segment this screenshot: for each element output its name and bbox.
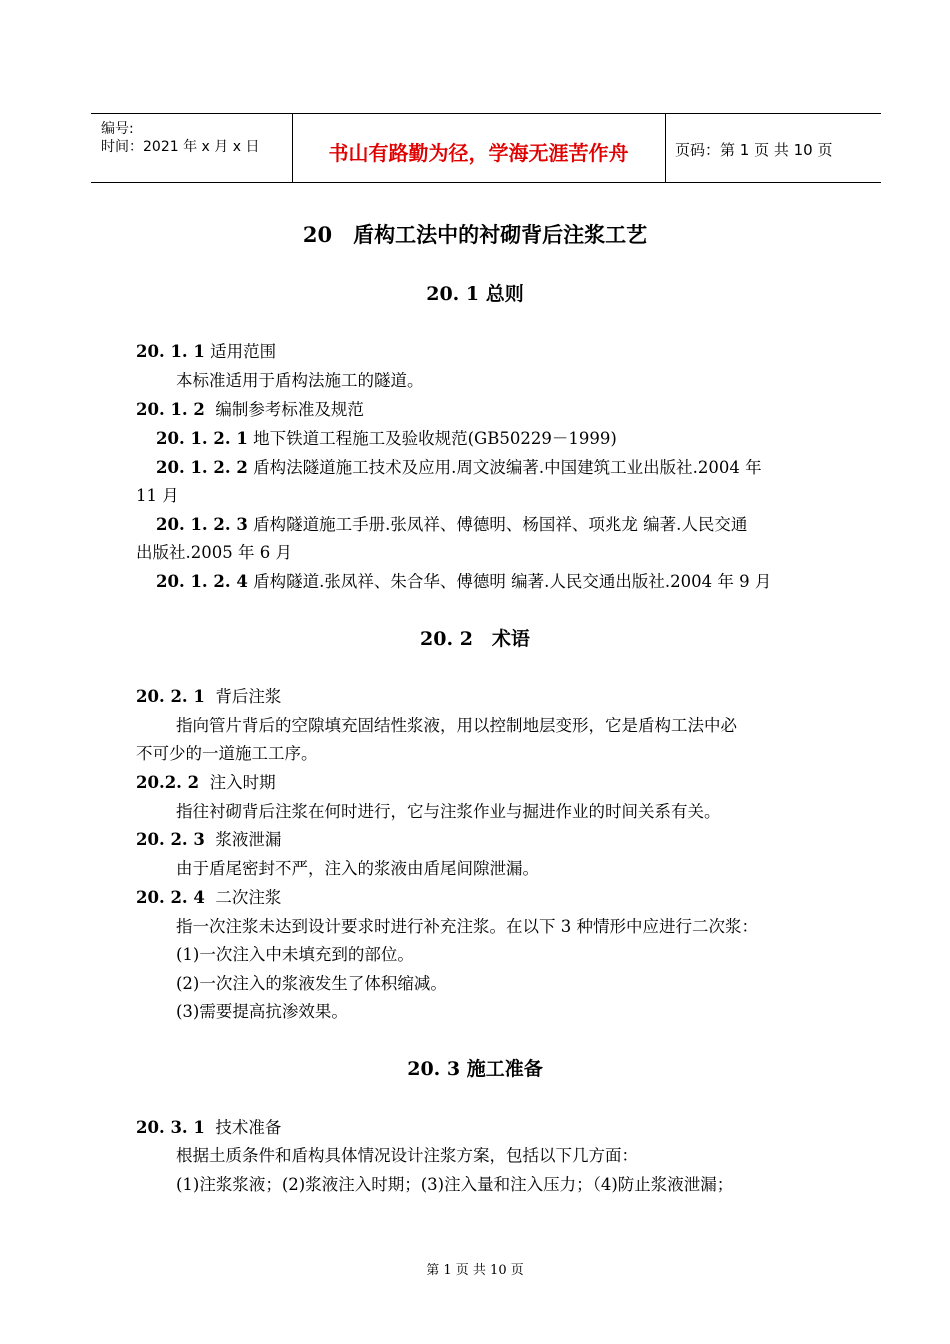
reference-number: 20. 1. 2. 2	[156, 458, 248, 477]
paragraph: 指向管片背后的空隙填充固结性浆液，用以控制地层变形，它是盾构工法中必	[176, 716, 737, 735]
clause-title: 技术准备	[215, 1118, 282, 1137]
term-number: 20.2. 2	[136, 773, 200, 792]
term-title: 注入时期	[209, 773, 276, 792]
term-number: 20. 2. 4	[136, 888, 205, 907]
reference-text: 盾构隧道.张凤祥、朱合华、傅德明 编著.人民交通出版社.2004 年 9 月	[253, 572, 772, 591]
paragraph: 由于盾尾密封不严，注入的浆液由盾尾间隙泄漏。	[176, 859, 539, 878]
reference-number: 20. 1. 2. 3	[156, 515, 248, 534]
clause-number: 20. 1. 2	[136, 400, 205, 419]
paragraph-continued: 不可少的一道施工工序。	[136, 744, 318, 763]
motto: 书山有路勤为径，学海无涯苦作舟	[328, 141, 629, 165]
reference-text-continued: 11 月	[136, 486, 179, 505]
document-header	[91, 113, 881, 183]
reference-item	[156, 425, 617, 449]
reference-text-continued: 出版社.2005 年 6 月	[136, 543, 292, 562]
clause-title: 适用范围	[210, 342, 277, 361]
reference-item	[156, 568, 771, 592]
clause-number: 20. 3. 1	[136, 1118, 205, 1137]
clause-title: 编制参考标准及规范	[215, 400, 364, 419]
paragraph: 指一次注浆未达到设计要求时进行补充注浆。在以下 3 种情形中应进行二次浆：	[176, 917, 758, 936]
paragraph: 根据土质条件和盾构具体情况设计注浆方案，包括以下几方面：	[176, 1146, 638, 1165]
reference-number: 20. 1. 2. 1	[156, 429, 248, 448]
page-info: 页码：第 1 页 共 10 页	[675, 141, 833, 159]
section-heading-general: 20. 1 总则	[426, 283, 524, 305]
list-item: (3)需要提高抗渗效果。	[176, 1002, 348, 1021]
reference-text: 盾构法隧道施工技术及应用.周文波编著.中国建筑工业出版社.2004 年	[253, 458, 762, 477]
term-grout-leakage	[136, 826, 281, 850]
term-title: 浆液泄漏	[215, 830, 282, 849]
term-backfill-grouting	[136, 683, 281, 707]
reference-item	[156, 511, 747, 535]
term-injection-timing	[136, 769, 276, 793]
header-motto-cell	[292, 114, 666, 182]
page-footer: 第 1 页 共 10 页	[426, 1263, 524, 1278]
clause-number: 20. 1. 1	[136, 342, 205, 361]
section-heading-terms: 20. 2 术语	[420, 628, 530, 650]
clause-scope	[136, 338, 276, 362]
paragraph: 本标准适用于盾构法施工的隧道。	[176, 371, 424, 390]
time-label: 时间：2021 年 x 月 x 日	[101, 139, 260, 155]
document-title: 20 盾构工法中的衬砌背后注浆工艺	[302, 222, 648, 247]
term-title: 二次注浆	[215, 888, 282, 907]
clause-technical-preparation	[136, 1114, 281, 1138]
term-secondary-grouting	[136, 884, 281, 908]
header-page-cell	[666, 114, 881, 182]
term-number: 20. 2. 1	[136, 687, 205, 706]
term-number: 20. 2. 3	[136, 830, 205, 849]
section-heading-preparation: 20. 3 施工准备	[407, 1058, 543, 1080]
reference-item	[156, 454, 762, 478]
list-item: (2)一次注入的浆液发生了体积缩减。	[176, 974, 447, 993]
list-item: (1)一次注入中未填充到的部位。	[176, 945, 414, 964]
serial-label: 编号:	[101, 121, 134, 137]
reference-number: 20. 1. 2. 4	[156, 572, 248, 591]
term-title: 背后注浆	[215, 687, 282, 706]
paragraph: (1)注浆浆液；(2)浆液注入时期；(3)注入量和注入压力；（4)防止浆液泄漏；	[176, 1175, 734, 1194]
paragraph: 指往衬砌背后注浆在何时进行，它与注浆作业与掘进作业的时间关系有关。	[176, 802, 721, 821]
header-meta-cell	[91, 114, 293, 182]
reference-text: 地下铁道工程施工及验收规范(GB50229－1999)	[253, 429, 617, 448]
reference-text: 盾构隧道施工手册.张凤祥、傅德明、杨国祥、项兆龙 编著.人民交通	[253, 515, 748, 534]
clause-references	[136, 396, 364, 420]
